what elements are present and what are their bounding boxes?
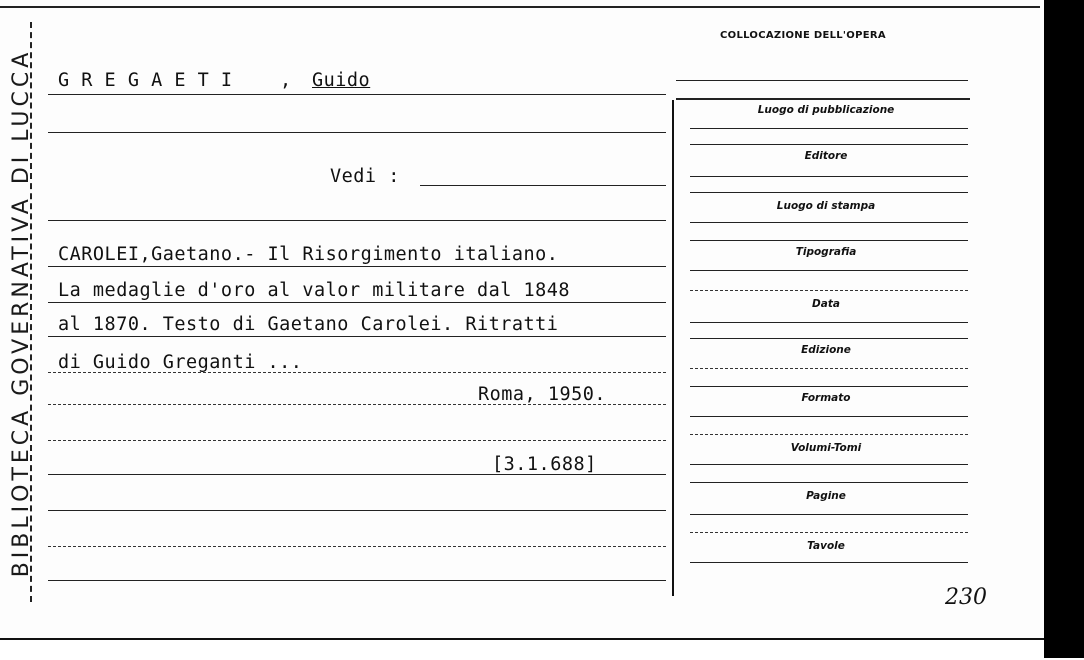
shelfmark-rule bbox=[48, 474, 666, 475]
field-rule-9 bbox=[690, 514, 968, 515]
field-rule-10 bbox=[690, 562, 968, 563]
heading-surname: G R E G A E T I bbox=[58, 70, 233, 91]
entry-rule-4 bbox=[48, 372, 666, 373]
left-margin-rule bbox=[30, 22, 32, 602]
entry-rule-1 bbox=[48, 266, 666, 267]
field-edizione: Edizione bbox=[801, 344, 851, 356]
field-rule-3 bbox=[690, 222, 968, 223]
entry-rule-2 bbox=[48, 302, 666, 303]
field-rule-7 bbox=[690, 416, 968, 417]
field-rule-5b bbox=[690, 338, 968, 339]
imprint: Roma, 1950. bbox=[478, 384, 607, 405]
field-tipografia: Tipografia bbox=[795, 246, 857, 258]
blank-rule-5 bbox=[48, 546, 666, 547]
collocation-title: COLLOCAZIONE DELL'OPERA bbox=[720, 30, 886, 41]
blank-rule-2 bbox=[48, 220, 666, 221]
field-luogo-stampa: Luogo di stampa bbox=[776, 200, 876, 212]
heading-rule bbox=[48, 94, 666, 95]
field-rule-8 bbox=[690, 464, 968, 465]
field-rule-1 bbox=[690, 128, 968, 129]
shelfmark: [3.1.688] bbox=[492, 454, 597, 475]
field-rule-4 bbox=[690, 270, 968, 271]
field-rule-2 bbox=[690, 176, 968, 177]
blank-rule-3 bbox=[48, 440, 666, 441]
right-panel-top-rule bbox=[676, 98, 970, 100]
imprint-rule bbox=[48, 404, 666, 405]
field-formato: Formato bbox=[801, 392, 851, 404]
entry-line-1: CAROLEI,Gaetano.- Il Risorgimento italiano. bbox=[58, 244, 559, 265]
card-bottom-edge bbox=[0, 638, 1044, 660]
field-rule-6b bbox=[690, 386, 968, 387]
entry-line-2: La medaglie d'oro al valor militare dal 1848 bbox=[58, 280, 571, 301]
field-rule-4b bbox=[690, 290, 968, 291]
field-rule-2b bbox=[690, 192, 968, 193]
field-editore: Editore bbox=[804, 150, 848, 162]
heading-separator: , bbox=[280, 70, 292, 91]
field-data: Data bbox=[812, 298, 840, 310]
blank-rule-6 bbox=[48, 580, 666, 581]
field-rule-1b bbox=[690, 144, 968, 145]
field-rule-5 bbox=[690, 322, 968, 323]
field-volumi-tomi: Volumi-Tomi bbox=[790, 442, 862, 454]
handwritten-number: 230 bbox=[945, 585, 987, 610]
field-tavole: Tavole bbox=[807, 540, 845, 552]
right-panel-border bbox=[672, 100, 674, 596]
field-luogo-pubblicazione: Luogo di pubblicazione bbox=[757, 104, 895, 116]
field-rule-9b bbox=[690, 532, 968, 533]
field-rule-8b bbox=[690, 482, 968, 483]
entry-line-4: di Guido Greganti ... bbox=[58, 352, 303, 373]
collocation-rule bbox=[676, 80, 968, 81]
heading-given-name: Guido bbox=[312, 70, 371, 91]
field-rule-3b bbox=[690, 240, 968, 241]
card-top-edge bbox=[0, 0, 1040, 8]
vedi-rule bbox=[420, 185, 666, 186]
scan-dark-edge bbox=[1044, 0, 1084, 658]
entry-line-3: al 1870. Testo di Gaetano Carolei. Ritratti bbox=[58, 314, 559, 335]
field-rule-7b bbox=[690, 434, 968, 435]
blank-rule-4 bbox=[48, 510, 666, 511]
library-stamp-vertical: BIBLIOTECA GOVERNATIVA DI LUCCA bbox=[9, 48, 34, 578]
blank-rule-1 bbox=[48, 132, 666, 133]
field-pagine: Pagine bbox=[806, 490, 846, 502]
vedi-label: Vedi : bbox=[330, 166, 400, 187]
field-rule-6 bbox=[690, 368, 968, 369]
entry-rule-3 bbox=[48, 336, 666, 337]
